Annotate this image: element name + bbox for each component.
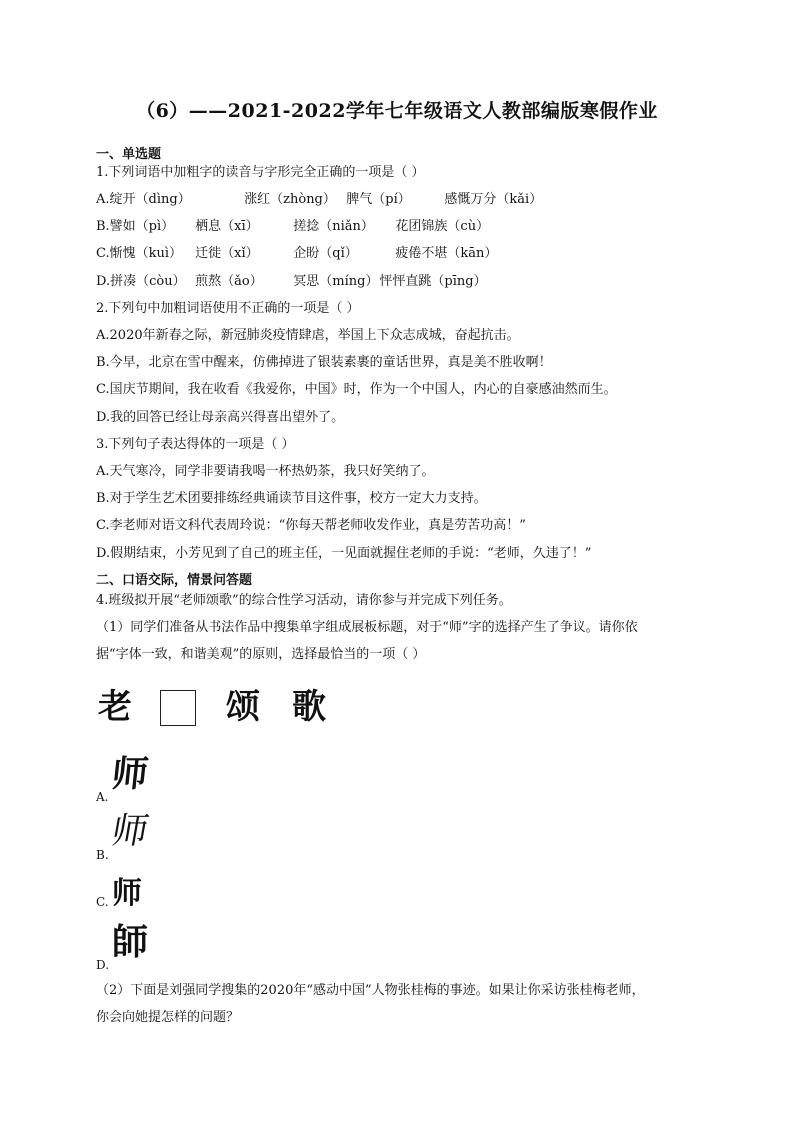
q1-option-a [96,191,542,209]
q1-b-2: 栖息（xī） [195,219,259,234]
q4-part1-line2: 据“字体一致，和谐美观”的原则，选择最恰当的一项（ ） [96,647,426,662]
section-heading-single-choice: 一、单选题 [96,147,162,162]
choice-a-glyph: 师 [109,753,151,795]
q3-option-b: B.对于学生艺术团要排练经典诵读节目这件事，校方一定大力支持。 [96,491,487,506]
q1-c-3: 企盼（qǐ） [293,246,358,261]
q1-d-1: D.拼凑（còu） [96,274,186,289]
q1-c-2: 迁徙（xǐ） [195,246,259,261]
q4-stem: 4.班级拟开展“老师颂歌”的综合性学习活动，请你参与并完成下列任务。 [96,593,512,608]
q1-a-3: 脾气（pí） [346,192,411,207]
q1-c-1: C.惭愧（kuì） [96,246,183,261]
banner-char-ge: 歌 [292,687,326,727]
q1-b-1: B.譬如（pì） [96,219,175,234]
q1-d-2: 煎熬（ǎo） [195,274,263,289]
choice-d-glyph: 師 [112,921,149,963]
choice-a-label: A. [96,790,109,804]
choice-b-label: B. [96,848,109,862]
q1-a-2: 涨红（zhòng） [244,192,336,207]
q3-option-a: A.天气寒冷，同学非要请我喝一杯热奶茶，我只好笑纳了。 [96,464,435,479]
q1-b-4: 花团锦族（cù） [395,219,490,234]
q3-option-d: D.假期结束，小芳见到了自己的班主任，一见面就握住老师的手说：“老师，久违了！” [96,546,592,561]
calligraphy-banner [98,684,358,730]
q1-b-3: 搓捻（niǎn） [293,219,374,234]
q2-option-b: B.今早，北京在雪中醒来，仿佛掉进了银装素裹的童话世界，真是美不胜收啊！ [96,355,552,370]
q1-option-b [96,218,489,236]
q2-option-c: C.国庆节期间，我在收看《我爱你，中国》时，作为一个中国人，内心的自豪感油然而生。 [96,382,617,397]
choice-b-glyph: 师 [108,811,152,852]
q1-d-3: 冥思（míng） [293,274,379,289]
choice-c-glyph: 师 [112,876,142,911]
q1-option-c [96,245,497,263]
q1-stem: 1.下列词语中加粗字的读音与字形完全正确的一项是（ ） [96,165,425,180]
q2-stem: 2.下列句中加粗词语使用不正确的一项是（ ） [96,301,360,316]
q3-stem: 3.下列句子表达得体的一项是（ ） [96,437,295,452]
q1-option-d [96,273,487,291]
q1-a-4: 感慨万分（kǎi） [444,192,543,207]
q1-c-4: 疲倦不堪（kān） [395,246,498,261]
page-title: （6）——2021-2022学年七年级语文人教部编版寒假作业 [136,100,658,122]
banner-char-song: 颂 [226,687,260,727]
q1-d-4: 怦怦直跳（pīng） [379,274,487,289]
choice-d-label: D. [96,958,110,972]
section-heading-oral-communication: 二、口语交际，情景问答题 [96,573,253,588]
q3-option-c: C.李老师对语文科代表周玲说：“你每天帮老师收发作业，真是劳苦功高！” [96,518,526,533]
q4-part1-line1: （1）同学们准备从书法作品中搜集单字组成展板标题，对于“师”字的选择产生了争议。请你依 [96,620,638,635]
q2-option-a: A.2020年新春之际，新冠肺炎疫情肆虐，举国上下众志成城，奋起抗击。 [96,328,520,343]
q2-option-d: D.我的回答已经让母亲高兴得喜出望外了。 [96,410,345,425]
blank-box [160,690,196,726]
q4-part2-line2: 你会向她提怎样的问题？ [96,1010,240,1025]
q1-a-1: A.绽开（dìng） [96,192,191,207]
banner-char-lao: 老 [98,687,132,727]
q4-part2-line1: （2）下面是刘强同学搜集的2020年“感动中国”人物张桂梅的事迹。如果让你采访张桂梅老师， [96,983,645,998]
choice-c-label: C. [96,895,109,909]
